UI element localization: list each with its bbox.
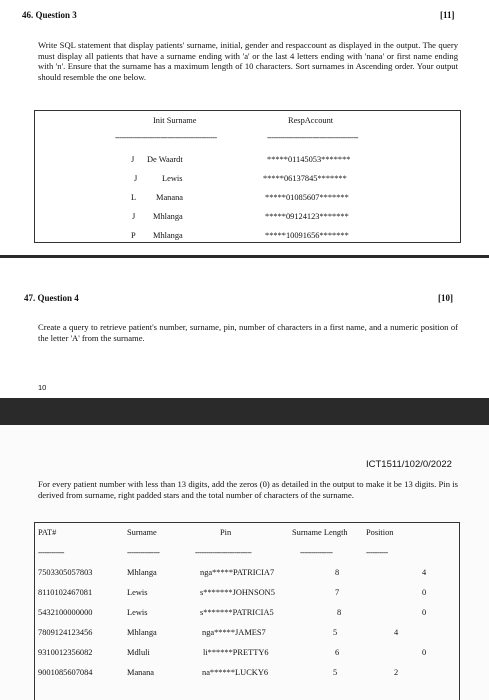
gender-cell: J: [131, 155, 135, 164]
surname-cell: Mdluli: [127, 648, 150, 657]
table-left-border: [34, 522, 35, 700]
position-cell: 0: [422, 608, 427, 617]
gender-cell: J: [132, 212, 136, 221]
header-separator: ---------------: [300, 548, 333, 557]
header-surname: Surname: [127, 528, 157, 537]
page-number: 10: [38, 383, 47, 392]
pin-cell: s*******JOHNSON5: [200, 588, 275, 597]
length-cell: 5: [333, 628, 338, 637]
header-pat: PAT#: [38, 528, 57, 537]
surname-cell: Lewis: [162, 174, 183, 183]
pin-cell: nga*****PATRICIA7: [200, 568, 275, 577]
header-position: Position: [366, 528, 394, 537]
length-cell: 6: [335, 648, 340, 657]
pat-cell: 9310012356082: [38, 648, 93, 657]
surname-cell: Mhlanga: [153, 231, 183, 240]
position-cell: 0: [422, 588, 427, 597]
respaccount-cell: *****06137845*******: [263, 174, 347, 183]
header-pin: Pin: [220, 528, 232, 537]
pin-cell: na******LUCKY6: [202, 668, 269, 677]
gender-cell: L: [131, 193, 137, 202]
length-cell: 8: [335, 568, 340, 577]
position-cell: 4: [422, 568, 427, 577]
pat-cell: 9001085607084: [38, 668, 93, 677]
header-init-surname: Init Surname: [153, 116, 197, 125]
header-separator: ----------: [366, 548, 388, 557]
surname-cell: Manana: [127, 668, 154, 677]
respaccount-cell: *****01085607*******: [265, 193, 349, 202]
respaccount-cell: *****09124123*******: [265, 212, 349, 221]
pat-cell: 7503305057803: [38, 568, 93, 577]
pat-cell: 5432100000000: [38, 608, 93, 617]
gender-cell: J: [134, 174, 138, 183]
question-47-marks: [10]: [438, 293, 453, 303]
respaccount-cell: *****01145053*******: [267, 155, 351, 164]
output-page: [0, 425, 489, 700]
course-code: ICT1511/102/0/2022: [366, 459, 452, 470]
table-top-border: [34, 522, 459, 523]
surname-cell: Mhlanga: [127, 568, 157, 577]
surname-cell: Lewis: [127, 588, 148, 597]
question-46-title: 46. Question 3: [22, 10, 77, 20]
question-46-page: [0, 0, 489, 255]
header-surname-length: Surname Length: [292, 528, 348, 537]
surname-cell: Lewis: [127, 608, 148, 617]
length-cell: 5: [333, 668, 338, 677]
length-cell: 8: [337, 608, 342, 617]
surname-cell: Mhlanga: [127, 628, 157, 637]
gender-cell: P: [131, 231, 136, 240]
pat-cell: 8110102467081: [38, 588, 93, 597]
question-46-output-box: [34, 110, 461, 243]
question-47-title: 47. Question 4: [24, 293, 79, 303]
pin-cell: s*******PATRICIA5: [200, 608, 274, 617]
pin-cell: li******PRETTY6: [203, 648, 269, 657]
surname-cell: Mhlanga: [153, 212, 183, 221]
pat-cell: 7809124123456: [38, 628, 93, 637]
table-right-border: [459, 522, 460, 700]
header-respaccount: RespAccount: [288, 116, 334, 125]
header-separator: ------------------------------------------: [267, 133, 358, 142]
header-separator: -----------------------------------------------: [115, 133, 217, 142]
question-47-page: [0, 258, 489, 398]
respaccount-cell: *****10091656*******: [265, 231, 349, 240]
position-cell: 0: [422, 648, 427, 657]
header-separator: ------------: [38, 548, 64, 557]
pin-cell: nga*****JAMES7: [202, 628, 266, 637]
padding-instructions: For every patient number with less than 13 digits, add the zeros (0) as detailed in the output to make it be 13 digits. Pin is derived from surname, right padded stars and the total number of characters of the surname.: [38, 479, 458, 500]
header-separator: --------------------------: [195, 548, 252, 557]
question-46-marks: [11]: [440, 10, 455, 20]
header-separator: ---------------: [127, 548, 160, 557]
question-47-text: Create a query to retrieve patient's number, surname, pin, number of characters in a first name, and a numeric position of the letter 'A' from the surname.: [38, 322, 458, 343]
length-cell: 7: [335, 588, 340, 597]
surname-cell: Manana: [156, 193, 183, 202]
question-46-text: Write SQL statement that display patients' surname, initial, gender and respaccount as displayed in the output. The query must display all patients that have a surname ending with 'a' or the last 4 letters ending with 'nana' or first name ending with 'n'. Ensure that the surname has a maximum length of 10 characters. Sort surnames in Ascending order. Your output should resemble the one below.: [38, 40, 458, 82]
position-cell: 2: [394, 668, 399, 677]
position-cell: 4: [394, 628, 399, 637]
surname-cell: De Waardt: [147, 155, 183, 164]
